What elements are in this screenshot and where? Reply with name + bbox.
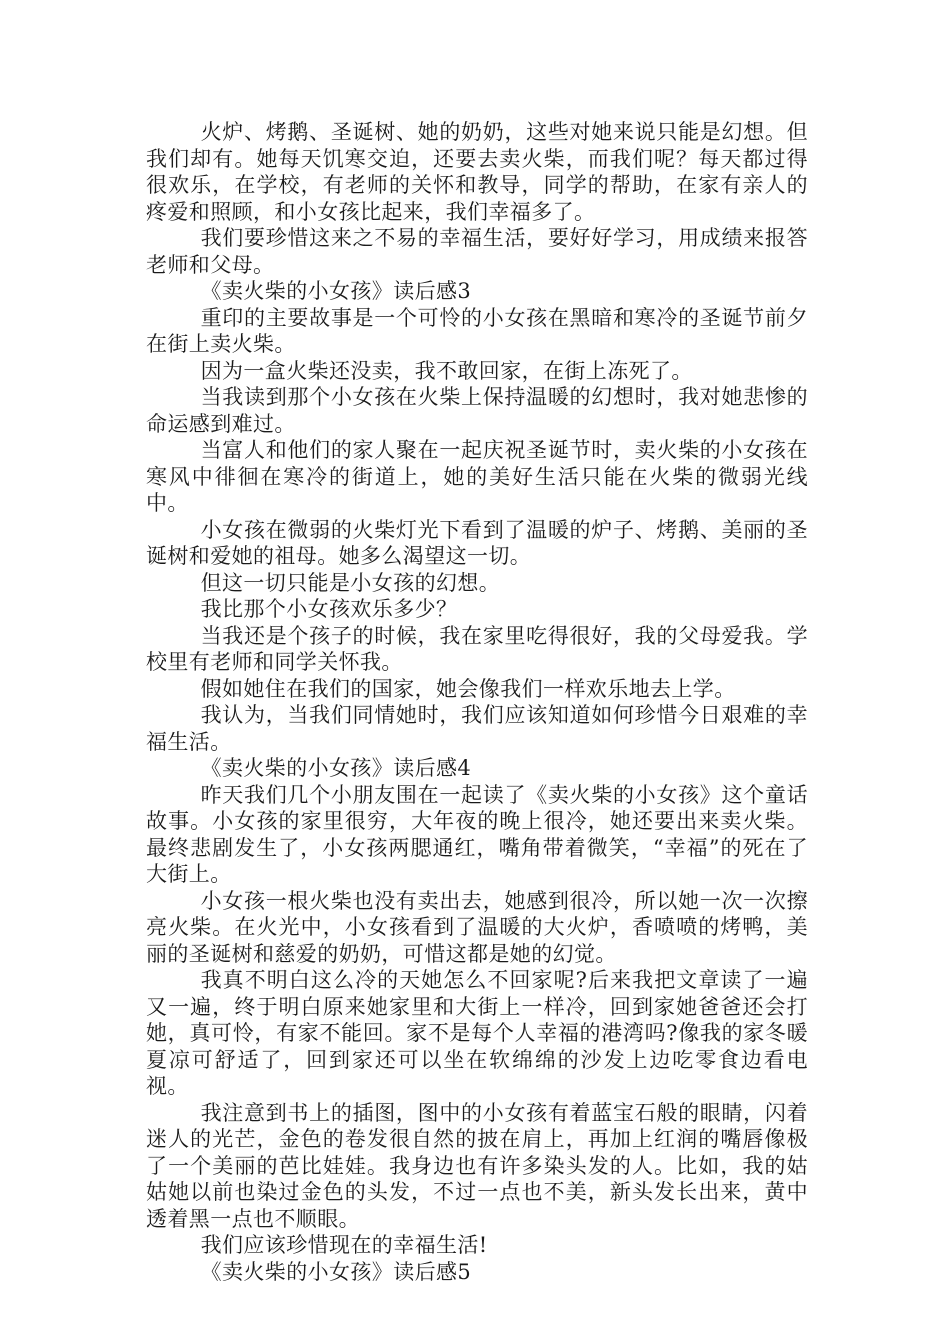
section-heading: 《卖火柴的小女孩》读后感5 xyxy=(200,1259,472,1284)
paragraph: 我认为，当我们同情她时，我们应该知道如何珍惜今日艰难的幸福生活。 xyxy=(146,703,808,754)
paragraph: 我们应该珍惜现在的幸福生活! xyxy=(200,1233,488,1257)
section-heading: 《卖火柴的小女孩》读后感3 xyxy=(200,279,472,303)
paragraph: 小女孩一根火柴也没有卖出去，她感到很冷，所以她一次一次擦亮火柴。在火光中，小女孩看到了温暖的大火炉，香喷喷的烤鸭，美丽的圣诞树和慈爱的奶奶，可惜这都是她的幻觉。 xyxy=(146,888,808,966)
paragraph: 我注意到书上的插图，图中的小女孩有着蓝宝石般的眼睛，闪着迷人的光芒，金色的卷发很自然的披在肩上，再加上红润的嘴唇像极了一个美丽的芭比娃娃。我身边也有许多染头发的人。比如，我的姑姑她以前也染过金色的头发，不过一点也不美，新头发长出来，黄中透着黑一点也不顺眼。 xyxy=(146,1100,808,1231)
paragraph: 火炉、烤鹅、圣诞树、她的奶奶，这些对她来说只能是幻想。但我们却有。她每天饥寒交迫，还要去卖火柴，而我们呢？每天都过得很欢乐，在学校，有老师的关怀和教导，同学的帮助，在家有亲人的疼爱和照顾，和小女孩比起来，我们幸福多了。 xyxy=(146,120,808,224)
paragraph: 当我读到那个小女孩在火柴上保持温暖的幻想时，我对她悲惨的命运感到难过。 xyxy=(146,385,808,436)
section-heading: 《卖火柴的小女孩》读后感4 xyxy=(200,756,472,780)
paragraph: 重印的主要故事是一个可怜的小女孩在黑暗和寒冷的圣诞节前夕在街上卖火柴。 xyxy=(146,305,808,356)
paragraph: 当富人和他们的家人聚在一起庆祝圣诞节时，卖火柴的小女孩在寒风中徘徊在寒冷的街道上，她的美好生活只能在火柴的微弱光线中。 xyxy=(146,438,808,515)
paragraph: 我真不明白这么冷的天她怎么不回家呢?后来我把文章读了一遍又一遍，终于明白原来她家里和大街上一样冷，回到家她爸爸还会打她，真可怜，有家不能回。家不是每个人幸福的港湾吗?像我的家冬暖夏凉可舒适了，回到家还可以坐在软绵绵的沙发上边吃零食边看电视。 xyxy=(146,968,808,1098)
paragraph: 昨天我们几个小朋友围在一起读了《卖火柴的小女孩》这个童话故事。小女孩的家里很穷，大年夜的晚上很冷，她还要出来卖火柴。最终悲剧发生了，小女孩两腮通红，嘴角带着微笑，“幸福”的死在了大街上。 xyxy=(146,782,808,886)
paragraph: 小女孩在微弱的火柴灯光下看到了温暖的炉子、烤鹅、美丽的圣诞树和爱她的祖母。她多么渴望这一切。 xyxy=(146,517,808,568)
document-body xyxy=(146,119,808,1285)
paragraph: 因为一盒火柴还没卖，我不敢回家，在街上冻死了。 xyxy=(200,358,693,383)
paragraph: 我比那个小女孩欢乐多少？ xyxy=(200,597,458,621)
paragraph: 假如她住在我们的国家，她会像我们一样欢乐地去上学。 xyxy=(200,676,736,701)
paragraph: 我们要珍惜这来之不易的幸福生活，要好好学习，用成绩来报答老师和父母。 xyxy=(146,226,808,277)
paragraph: 但这一切只能是小女孩的幻想。 xyxy=(200,570,501,595)
paragraph: 当我还是个孩子的时候，我在家里吃得很好，我的父母爱我。学校里有老师和同学关怀我。 xyxy=(146,623,808,674)
